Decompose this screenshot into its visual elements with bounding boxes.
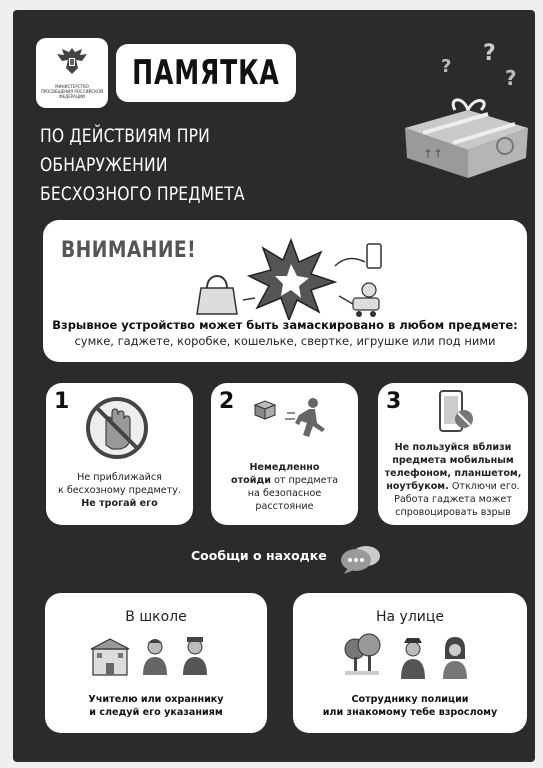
step-emphasis: ноутбуком. <box>386 481 449 492</box>
do-not-touch-icon <box>84 395 150 461</box>
speech-bubble-icon <box>338 544 382 574</box>
smartphone-icon <box>367 244 381 268</box>
teacher-icon <box>143 639 167 675</box>
logo-caption: МИНИСТЕРСТВО ПРОСВЕЩЕНИЯ РОССИЙСКОЙ ФЕДЕРАЦИИ <box>40 84 104 99</box>
step-line: Не пользуйся вблизи <box>394 442 512 453</box>
title-plate <box>116 44 296 102</box>
step-line: телефоном, планшетом, <box>384 468 522 479</box>
police-officer-icon <box>401 638 425 679</box>
instruction-line: и следуй его указаниям <box>89 707 223 718</box>
svg-text:↑↑: ↑↑ <box>423 147 444 161</box>
report-heading: Сообщи о находке <box>191 548 327 563</box>
instruction-line: Учителю или охраннику <box>88 694 224 705</box>
school-contacts-illustration <box>89 633 219 679</box>
step-line-rest: Отключи его. <box>448 481 520 492</box>
step-emphasis: отойди <box>230 475 271 486</box>
question-mark-icon: ? <box>483 41 496 66</box>
school-instructions <box>45 693 267 719</box>
street-card <box>293 593 527 733</box>
step-line: предмета мобильным <box>392 455 514 466</box>
step-line: Не трогай его <box>81 498 158 509</box>
step-number: 2 <box>219 389 235 414</box>
suspicious-box-illustration <box>393 40 535 180</box>
adult-woman-icon <box>443 637 467 679</box>
eagle-emblem-icon <box>54 44 90 78</box>
poster <box>13 10 535 762</box>
step-line: на безопасное <box>247 488 322 499</box>
step-number: 1 <box>54 389 70 414</box>
attention-warning: Взрывное устройство может быть замаскировано в любом предмете: <box>52 318 518 332</box>
subtitle-line: БЕСХОЗНОГО ПРЕДМЕТА <box>40 183 245 205</box>
street-instructions <box>293 693 527 719</box>
step-number: 3 <box>386 389 402 414</box>
trees-icon <box>345 634 380 675</box>
box-icon <box>255 401 275 419</box>
toy-duck-icon <box>353 283 379 317</box>
handbag-icon <box>197 276 237 314</box>
step-text <box>215 461 354 513</box>
guard-icon <box>183 637 207 675</box>
instruction-line: Сотруднику полиции <box>351 694 469 705</box>
walk-away-icon <box>251 393 331 449</box>
street-title: На улице <box>375 609 445 625</box>
subtitle <box>40 122 335 209</box>
school-card <box>45 593 267 733</box>
step-line-rest: от предмета <box>270 475 338 486</box>
step-line: спровоцировать взрыв <box>395 507 511 518</box>
attention-object-list: сумке, гаджете, коробке, кошельке, свертке, игрушке или под ними <box>74 334 496 348</box>
explosion-icon <box>249 240 335 320</box>
step-card-2 <box>211 383 358 525</box>
subtitle-line: ПО ДЕЙСТВИЯМ ПРИ ОБНАРУЖЕНИИ <box>40 125 210 176</box>
step-line: к бесхозному предмету. <box>57 485 182 496</box>
page-title: ПАМЯТКА <box>132 53 280 93</box>
step-line <box>382 480 524 493</box>
phone-off-icon <box>436 389 476 435</box>
instruction-line: или знакомому тебе взрослому <box>322 707 498 718</box>
school-building-icon <box>91 639 129 675</box>
step-line <box>215 474 354 487</box>
disguised-objects-illustration <box>193 230 383 320</box>
step-text <box>382 441 524 519</box>
question-mark-icon: ? <box>505 66 517 90</box>
step-line: расстояние <box>255 501 314 512</box>
running-person-icon <box>295 398 325 437</box>
ministry-logo <box>36 38 108 108</box>
step-line: Немедленно <box>249 462 320 473</box>
school-title: В школе <box>125 609 187 625</box>
attention-card <box>43 220 527 362</box>
attention-title: ВНИМАНИЕ! <box>61 238 197 263</box>
step-card-3 <box>378 383 528 525</box>
street-contacts-illustration <box>343 633 479 681</box>
step-line: Не приближайся <box>77 472 162 483</box>
step-text <box>50 471 189 510</box>
step-line: Работа гаджета может <box>394 494 512 505</box>
question-mark-icon: ? <box>441 56 452 77</box>
step-card-1 <box>46 383 193 525</box>
